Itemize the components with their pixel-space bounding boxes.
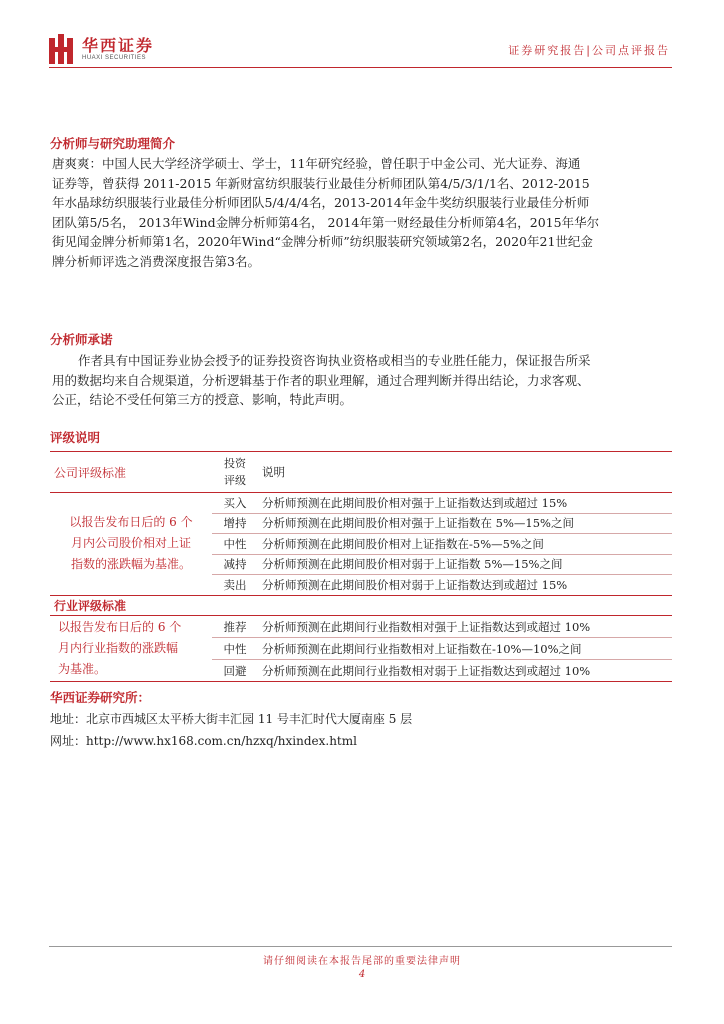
- institute-website[interactable]: 网址：http://www.hx168.com.cn/hzxq/hxindex.html: [50, 734, 357, 748]
- header-divider: [49, 67, 672, 68]
- rating-cell: 卖出: [223, 577, 247, 592]
- description-cell: 分析师预测在此期间股价相对强于上证指数达到或超过 15%: [258, 493, 672, 514]
- page-number: 4: [358, 969, 366, 980]
- commitment-line: 用的数据均来自合规渠道，分析逻辑基于作者的职业理解，通过合理判断并得出结论，力求客观、: [52, 372, 590, 388]
- description-cell: 分析师预测在此期间行业指数相对上证指数在-10%—10%之间: [258, 638, 672, 660]
- description-header: 说明: [262, 465, 285, 479]
- commitment-text: [52, 351, 682, 410]
- description-cell: 分析师预测在此期间行业指数相对强于上证指数达到或超过 10%: [258, 616, 672, 638]
- rating-section-title: 评级说明: [50, 430, 101, 445]
- brand-name-cn: 华西证券: [82, 36, 155, 55]
- industry-rating-category: 行业评级标准: [54, 598, 127, 613]
- commitment-section-title: 分析师承诺: [50, 332, 113, 347]
- rating-header: [212, 452, 258, 493]
- analyst-section-title: 分析师与研究助理简介: [50, 136, 176, 151]
- analyst-bio-line: 年水晶球纺织服装行业最佳分析师团队5/4/4/4名，2013-2014年金牛奖纺织服装行业最佳分析师: [52, 195, 590, 210]
- analyst-bio: [52, 154, 682, 271]
- report-type: 证券研究报告|公司点评报告: [508, 44, 670, 57]
- basis-line: 以报告发布日后的 6 个: [58, 620, 182, 634]
- industry-rating-header: [50, 595, 672, 616]
- rating-cell: 中性: [212, 638, 258, 660]
- company-rating-category: 公司评级标准: [54, 465, 127, 480]
- table-row: [50, 493, 672, 514]
- description-cell: 分析师预测在此期间股价相对弱于上证指数达到或超过 15%: [262, 577, 568, 592]
- rating-cell: 增持: [212, 513, 258, 534]
- institute-title: 华西证券研究所：: [50, 690, 151, 705]
- analyst-bio-line: 唐爽爽：中国人民大学经济学硕士、学士，11年研究经验，曾任职于中金公司、光大证券、海通: [52, 156, 581, 171]
- analyst-bio-line: 团队第5/5名， 2013年Wind金牌分析师第4名， 2014年第一财经最佳分析师第4名，2015年华尔: [52, 214, 600, 230]
- basis-line: 月内行业指数的涨跌幅: [58, 641, 179, 655]
- brand-name-en: HUAXI SECURITIES: [82, 55, 147, 61]
- analyst-bio-line: 街见闻金牌分析师第1名，2020年Wind“金牌分析师”纺织服装研究领域第2名，2020年21世纪金: [52, 234, 593, 249]
- company-rating-basis: [50, 493, 212, 596]
- rating-cell: 买入: [212, 493, 258, 514]
- rating-cell: 中性: [212, 534, 258, 555]
- description-cell: 分析师预测在此期间股价相对强于上证指数在 5%—15%之间: [258, 513, 672, 534]
- description-cell: 分析师预测在此期间行业指数相对弱于上证指数达到或超过 10%: [262, 663, 591, 678]
- commitment-line: 作者具有中国证券业协会授予的证券投资咨询执业资格或相当的专业胜任能力，保证报告所采: [78, 353, 591, 368]
- rating-header-line: 评级: [224, 474, 246, 487]
- description-cell: 分析师预测在此期间股价相对上证指数在-5%—5%之间: [258, 534, 672, 555]
- institute-address: 地址：北京市西城区太平桥大街丰汇园 11 号丰汇时代大厦南座 5 层: [50, 712, 413, 726]
- analyst-bio-line: 证券等，曾获得 2011-2015 年新财富纺织服装行业最佳分析师团队第4/5/3/1/1名、2012-2015: [52, 175, 590, 191]
- rating-table: [50, 451, 672, 682]
- rating-cell: 推荐: [212, 616, 258, 638]
- basis-line: 为基准。: [58, 662, 107, 676]
- analyst-bio-line: 牌分析师评选之消费深度报告第3名。: [52, 253, 260, 269]
- basis-line: 以报告发布日后的 6 个: [69, 515, 193, 530]
- company-rating-header: [50, 452, 672, 493]
- rating-cell: 回避: [223, 663, 247, 678]
- rating-header-line: 投资: [224, 457, 246, 470]
- industry-rating-basis: [50, 616, 212, 682]
- footer-divider: [49, 946, 672, 947]
- table-row: [50, 616, 672, 638]
- basis-line: 指数的涨跌幅为基准。: [70, 557, 191, 572]
- company-logo: [49, 34, 73, 64]
- footer-disclaimer: 请仔细阅读在本报告尾部的重要法律声明: [263, 956, 461, 967]
- commitment-line: 公正，结论不受任何第三方的授意、影响，特此声明。: [52, 392, 353, 407]
- rating-cell: 减持: [212, 554, 258, 575]
- basis-line: 月内公司股价相对上证: [70, 536, 191, 551]
- description-cell: 分析师预测在此期间股价相对弱于上证指数 5%—15%之间: [258, 554, 672, 575]
